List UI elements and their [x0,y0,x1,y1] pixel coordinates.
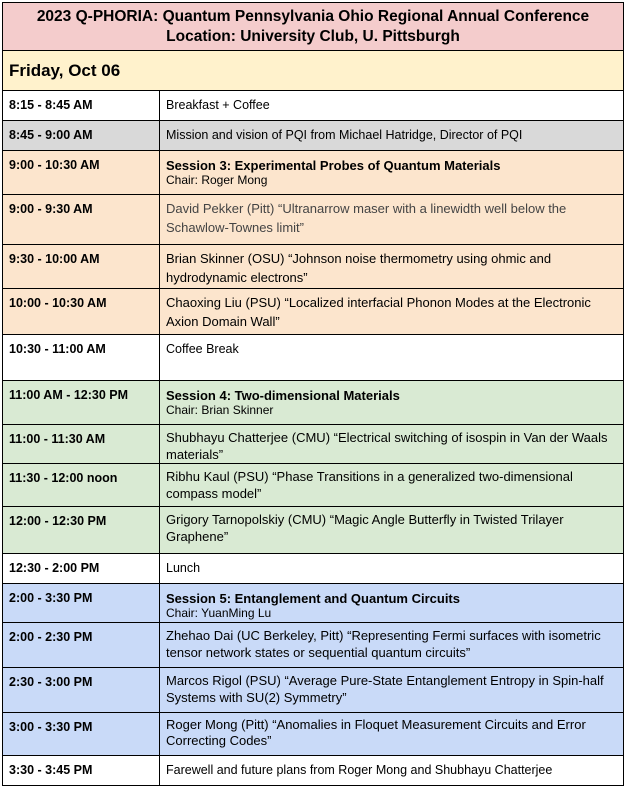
session-cell [160,151,623,194]
talk-speaker: Chaoxing Liu (PSU) [166,295,281,310]
schedule-row [3,756,623,786]
session-title: Session 5: Entanglement and Quantum Circuits [166,591,460,606]
session-title: Session 4: Two-dimensional Materials [166,388,400,403]
event-cell: Mission and vision of PQI from Michael Hatridge, Director of PQI [166,128,523,142]
talk-cell [160,464,623,506]
schedule-row [3,121,623,151]
talk-title: “Average Pure-State Entanglement Entropy in Spin-half Systems with SU(2) Symmetry” [166,673,604,705]
talk-cell [160,289,623,334]
talk-title: “Localized interfacial Phonon Modes at the Electronic Axion Domain Wall” [166,295,591,329]
talk-cell [160,507,623,553]
session-chair: Chair: YuanMing Lu [166,606,272,620]
time-cell: 2:00 - 2:30 PM [3,623,160,667]
talk-row [3,623,623,668]
talk-row [3,195,623,245]
session-title: Session 3: Experimental Probes of Quantum Materials [166,158,501,173]
time-cell: 12:00 - 12:30 PM [3,507,160,553]
event-cell: Lunch [166,561,201,575]
time-cell: 9:30 - 10:00 AM [3,245,160,288]
session-chair: Chair: Brian Skinner [166,403,274,417]
talk-title: “Representing Fermi surfaces with isometric tensor network states or sequential quantum circuits” [166,628,601,660]
time-cell: 8:45 - 9:00 AM [3,121,160,150]
talk-cell [160,668,623,712]
conference-title: 2023 Q-PHORIA: Quantum Pennsylvania Ohio Regional Annual Conference [36,8,590,25]
talk-speaker: Shubhayu Chatterjee (CMU) [166,430,331,445]
talk-title: “Phase Transitions in a generalized two-dimensional compass model” [166,469,573,501]
time-cell: 11:30 - 12:00 noon [3,464,160,506]
session-cell [160,584,623,622]
conference-location: Location: University Club, U. Pittsburgh [166,28,460,45]
time-cell: 9:00 - 9:30 AM [3,195,160,244]
talk-row [3,668,623,713]
event-cell: Breakfast + Coffee [166,98,270,112]
talk-cell [160,623,623,667]
schedule-row [3,91,623,121]
talk-speaker: Ribhu Kaul (PSU) [166,469,269,484]
session-cell [160,381,623,424]
talk-title: “Anomalies in Floquet Measurement Circuits and Error Correcting Codes” [166,717,586,748]
schedule-table [2,2,624,786]
schedule-row [3,335,623,381]
time-cell: 2:00 - 3:30 PM [3,584,160,622]
day-label: Friday, Oct 06 [3,51,623,91]
talk-title: “Ultranarrow maser with a linewidth well below the Schawlow-Townes limit” [166,201,567,235]
conference-header [3,2,623,51]
talk-row [3,289,623,335]
time-cell: 11:00 AM - 12:30 PM [3,381,160,424]
talk-row [3,425,623,464]
talk-speaker: Roger Mong (Pitt) [166,717,269,732]
talk-speaker: Brian Skinner (OSU) [166,251,285,266]
time-cell: 3:30 - 3:45 PM [3,756,160,785]
talk-speaker: Zhehao Dai (UC Berkeley, Pitt) [166,628,344,643]
time-cell: 10:30 - 11:00 AM [3,335,160,380]
time-cell: 2:30 - 3:00 PM [3,668,160,712]
schedule-row [3,554,623,584]
time-cell: 9:00 - 10:30 AM [3,151,160,194]
talk-cell [160,425,623,463]
talk-title: “Magic Angle Butterfly in Twisted Trilayer Graphene” [166,512,564,544]
time-cell: 3:00 - 3:30 PM [3,713,160,755]
talk-speaker: David Pekker (Pitt) [166,201,275,216]
talk-row [3,464,623,507]
session-row [3,151,623,195]
event-cell: Coffee Break [166,342,239,356]
talk-speaker: Marcos Rigol (PSU) [166,673,281,688]
talk-row [3,507,623,554]
talk-title: “Electrical switching of isospin in Van der Waals materials” [166,430,608,462]
time-cell: 11:00 - 11:30 AM [3,425,160,463]
talk-cell [160,195,623,244]
talk-cell [160,245,623,288]
time-cell: 12:30 - 2:00 PM [3,554,160,583]
session-row [3,584,623,623]
talk-cell [160,713,623,755]
talk-row [3,713,623,756]
time-cell: 8:15 - 8:45 AM [3,91,160,120]
session-chair: Chair: Roger Mong [166,173,268,187]
talk-row [3,245,623,289]
session-row [3,381,623,425]
event-cell: Farewell and future plans from Roger Mong and Shubhayu Chatterjee [166,763,553,777]
talk-title: “Johnson noise thermometry using ohmic and hydrodynamic electrons” [166,251,552,285]
talk-speaker: Grigory Tarnopolskiy (CMU) [166,512,327,527]
time-cell: 10:00 - 10:30 AM [3,289,160,334]
